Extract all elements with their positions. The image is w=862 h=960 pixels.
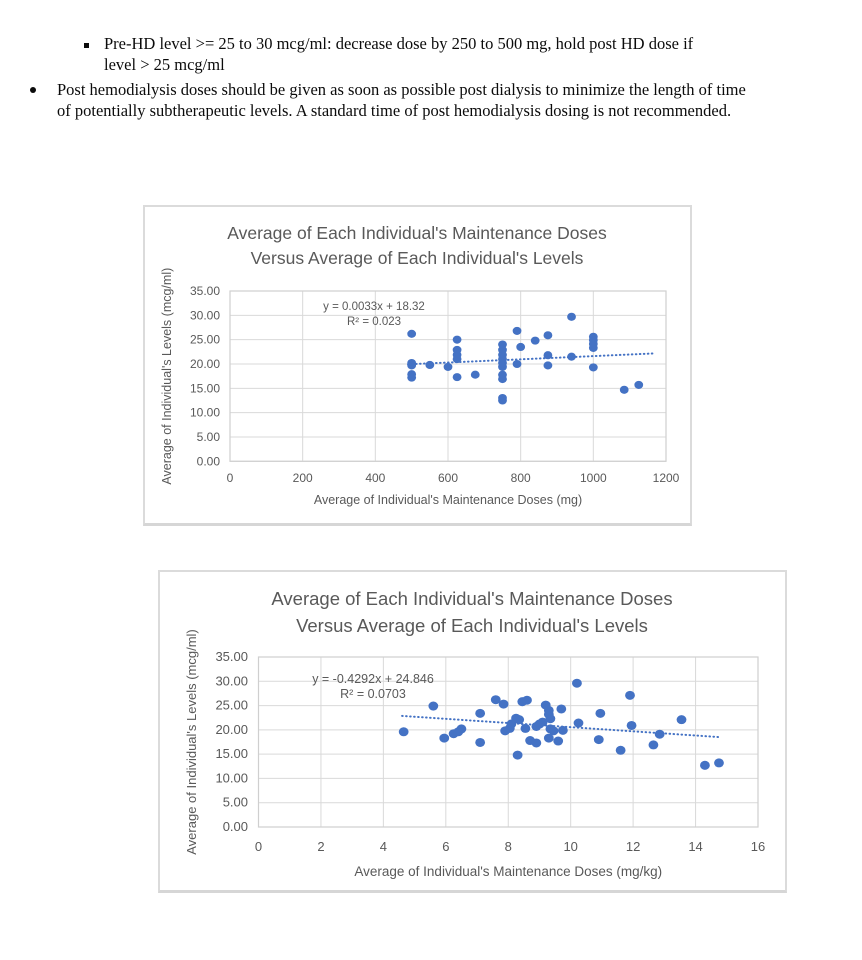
scatter-point: [544, 361, 553, 369]
scatter-point: [531, 337, 540, 345]
scatter-point: [620, 386, 629, 394]
scatter-point: [521, 724, 531, 733]
square-bullet-marker: [84, 43, 89, 48]
x-axis-tick-label: 16: [750, 839, 766, 854]
x-axis-tick-label: 0: [254, 839, 263, 854]
x-axis-tick-label: 400: [365, 471, 386, 485]
y-axis-title: Average of Individual's Levels (mcg/ml): [160, 267, 174, 485]
scatter-chart-mg: [145, 207, 690, 523]
y-axis-tick-label: 30.00: [189, 308, 220, 323]
scatter-point: [499, 700, 509, 709]
scatter-point: [625, 691, 635, 700]
scatter-point: [453, 336, 462, 344]
scatter-point: [513, 360, 522, 368]
trendline-equation-label: y = 0.0033x + 18.32: [323, 301, 425, 313]
y-axis-tick-label: 5.00: [222, 794, 248, 810]
scatter-chart-mg-per-kg: [160, 572, 785, 890]
scatter-point: [453, 373, 462, 381]
y-axis-tick-label: 35.00: [215, 649, 248, 664]
scatter-point: [444, 363, 453, 371]
scatter-point: [556, 704, 566, 713]
y-axis-tick-label: 0.00: [196, 454, 220, 469]
scatter-point: [714, 758, 724, 767]
scatter-point: [594, 735, 604, 744]
x-axis-tick-label: 200: [292, 471, 313, 485]
scatter-point: [649, 740, 659, 749]
x-axis-tick-label: 2: [317, 839, 325, 854]
scatter-point: [514, 715, 524, 724]
scatter-point: [595, 709, 605, 718]
y-axis-tick-label: 20.00: [189, 356, 220, 371]
trendline: [408, 353, 653, 364]
trendline-equation-label: y = -0.4292x + 24.846: [312, 672, 434, 686]
x-axis-tick-label: 14: [688, 839, 703, 854]
r-squared-label: R² = 0.023: [346, 316, 402, 328]
scatter-point: [544, 331, 553, 339]
scatter-point: [531, 738, 541, 747]
bullet-main-line-1: Post hemodialysis doses should be given as soon as possible post dialysis to minimize the length of time: [57, 80, 746, 99]
scatter-point: [616, 746, 626, 755]
scatter-point: [471, 371, 480, 379]
y-axis-title: Average of Individual's Levels (mcg/ml): [184, 629, 199, 855]
disc-bullet-marker: [30, 87, 36, 93]
chart-doses-mg: [143, 205, 692, 526]
scatter-point: [589, 363, 598, 371]
x-axis-tick-label: 1000: [579, 471, 607, 485]
scatter-point: [498, 363, 507, 371]
x-axis-tick-label: 12: [625, 839, 641, 854]
x-axis-tick-label: 8: [504, 839, 512, 854]
scatter-point: [475, 709, 485, 718]
bullet-main-line-2: of potentially subtherapeutic levels. A standard time of post hemodialysis dosing is not recommended.: [57, 101, 732, 120]
y-axis-tick-label: 10.00: [215, 770, 248, 786]
scatter-point: [634, 381, 643, 389]
scatter-point: [498, 375, 507, 383]
scatter-point: [574, 719, 584, 728]
scatter-point: [545, 714, 555, 723]
y-axis-tick-label: 25.00: [189, 332, 220, 347]
x-axis-tick-label: 4: [379, 839, 387, 854]
y-axis-tick-label: 15.00: [189, 381, 220, 396]
bullet-sub-line-1: Pre-HD level >= 25 to 30 mcg/ml: decrease dose by 250 to 500 mg, hold post HD dose if: [104, 34, 694, 53]
scatter-point: [439, 734, 449, 743]
scatter-point: [399, 727, 409, 736]
x-axis-tick-label: 800: [510, 471, 531, 485]
y-axis-tick-label: 30.00: [215, 673, 248, 689]
scatter-point: [475, 738, 485, 747]
scatter-point: [407, 330, 416, 338]
y-axis-tick-label: 10.00: [189, 405, 220, 420]
scatter-point: [513, 327, 522, 335]
chart-title-line-1: Average of Each Individual's Maintenance Doses: [271, 588, 673, 609]
scatter-point: [655, 730, 665, 739]
x-axis-title: Average of Individual's Maintenance Doses (mg/kg): [354, 864, 663, 879]
r-squared-label: R² = 0.0703: [340, 687, 406, 701]
scatter-point: [498, 396, 507, 404]
scatter-point: [513, 751, 523, 760]
chart-title-line-2: Versus Average of Each Individual's Levels: [250, 248, 584, 268]
scatter-point: [589, 344, 598, 352]
y-axis-tick-label: 25.00: [215, 697, 248, 713]
x-axis-tick-label: 600: [437, 471, 459, 485]
scatter-point: [428, 702, 438, 711]
y-axis-tick-label: 0.00: [222, 819, 248, 834]
scatter-point: [700, 761, 710, 770]
scatter-point: [549, 726, 559, 735]
y-axis-tick-label: 15.00: [215, 746, 248, 762]
x-axis-tick-label: 1200: [652, 471, 680, 485]
bullet-sub-line-2: level > 25 mcg/ml: [104, 55, 225, 74]
chart-title-line-2: Versus Average of Each Individual's Levels: [296, 615, 648, 636]
scatter-point: [522, 696, 532, 705]
scatter-point: [457, 724, 467, 733]
y-axis-tick-label: 35.00: [189, 284, 220, 298]
chart-doses-mg-per-kg: [158, 570, 787, 893]
x-axis-title: Average of Individual's Maintenance Doses (mg): [313, 493, 583, 507]
scatter-point: [407, 361, 416, 369]
y-axis-tick-label: 20.00: [215, 721, 248, 737]
scatter-point: [553, 737, 563, 746]
scatter-point: [425, 361, 434, 369]
x-axis-tick-label: 0: [226, 471, 234, 485]
x-axis-tick-label: 10: [563, 839, 578, 854]
scatter-point: [627, 721, 637, 730]
chart-title-line-1: Average of Each Individual's Maintenance Doses: [227, 223, 607, 243]
scatter-point: [572, 679, 582, 688]
x-axis-tick-label: 6: [442, 839, 450, 854]
scatter-point: [677, 715, 687, 724]
y-axis-tick-label: 5.00: [196, 429, 220, 444]
scatter-point: [407, 374, 416, 382]
scatter-point: [516, 343, 525, 351]
scatter-point: [567, 313, 576, 321]
